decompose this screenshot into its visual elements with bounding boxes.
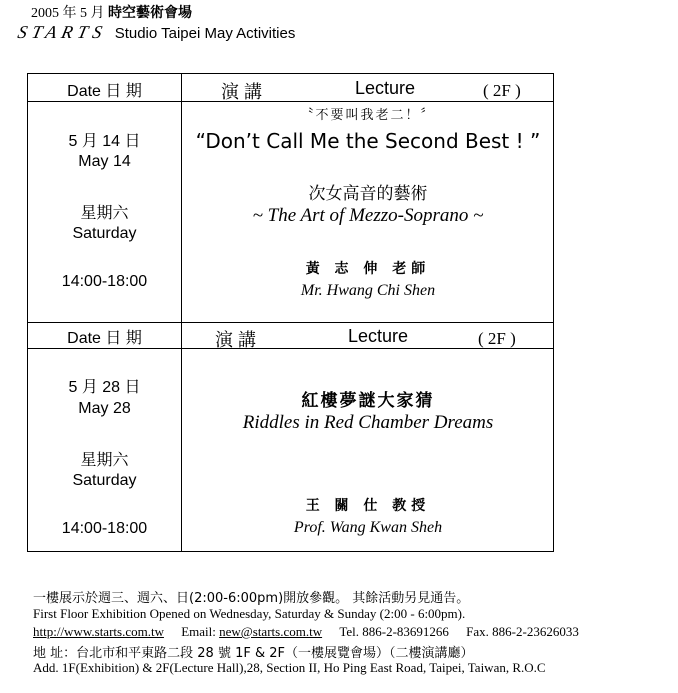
header-date: 2005 年 5 月 <box>31 6 105 21</box>
category-en: Lecture <box>355 78 416 98</box>
email-label: Email: <box>181 624 216 639</box>
schedule-table <box>27 73 554 552</box>
event-date-cn: 5 月 28 日 <box>68 379 141 396</box>
floor-label: ( 2F ) <box>478 329 516 348</box>
event-time: 14:00-18:00 <box>61 520 148 537</box>
event-date-en: May 14 <box>78 153 131 170</box>
row-divider <box>28 348 553 349</box>
starts-logo: STARTS <box>15 22 109 42</box>
address-en: Add. 1F(Exhibition) & 2F(Lecture Hall),28, Section II, Ho Ping East Road, Taipei, Taiwan, R.O.C <box>33 660 546 675</box>
venue-name: 時空藝術會場 <box>108 5 192 21</box>
category-en: Lecture <box>348 326 409 346</box>
event-title-cn: 紅樓夢謎大家猜 <box>301 391 435 411</box>
email-link[interactable]: new@starts.com.tw <box>219 624 323 639</box>
contact-row <box>33 624 579 640</box>
category-cn: 演 講 <box>221 82 263 102</box>
event-weekday-cn: 星期六 <box>80 452 129 469</box>
event-date-cn: 5 月 14 日 <box>68 133 141 150</box>
tel-number: Tel. 886-2-83691266 <box>339 624 449 639</box>
event-date-en: May 28 <box>78 400 131 417</box>
event-weekday-en: Saturday <box>72 225 137 242</box>
header-subtitle-row <box>15 22 296 43</box>
event-subtitle-en: ~ The Art of Mezzo-Soprano ~ <box>252 205 484 226</box>
event-weekday-cn: 星期六 <box>80 205 129 222</box>
event-title-en: “Don’t Call Me the Second Best ! ” <box>195 129 541 153</box>
speaker-en: Mr. Hwang Chi Shen <box>300 282 436 299</box>
row-divider <box>28 101 553 102</box>
floor-label: ( 2F ) <box>483 81 521 100</box>
event-time: 14:00-18:00 <box>61 273 148 290</box>
event-title-en: Riddles in Red Chamber Dreams <box>242 412 494 433</box>
exhibition-note-en: First Floor Exhibition Opened on Wednesday, Saturday & Sunday (2:00 - 6:00pm). <box>33 606 466 621</box>
speaker-cn: 黃 志 伸 老師 <box>305 261 431 277</box>
date-column-header: Date 日 期 <box>67 83 142 100</box>
address-cn: 地 址：台北市和平東路二段 28 號 1F & 2F（一樓展覽會場）（二樓演講廳） <box>33 646 474 661</box>
date-column-header: Date 日 期 <box>67 330 142 347</box>
fax-number: Fax. 886-2-23626033 <box>466 624 579 639</box>
header-title <box>31 2 192 22</box>
header-subtitle: Studio Taipei May Activities <box>114 25 296 42</box>
event-subtitle-cn: 次女高音的藝術 <box>308 184 428 204</box>
speaker-en: Prof. Wang Kwan Sheh <box>293 519 443 536</box>
exhibition-note-cn: 一樓展示於週三、週六、日(2:00-6:00pm)開放參觀。 其餘活動另見通告。 <box>33 591 470 606</box>
category-cn: 演 講 <box>215 330 257 350</box>
speaker-cn: 王 關 仕 教授 <box>305 498 431 514</box>
row-divider <box>28 322 553 323</box>
website-link[interactable]: http://www.starts.com.tw <box>33 624 164 639</box>
event-title-cn: 〝不要叫我老二！〞 <box>300 108 436 123</box>
event-weekday-en: Saturday <box>72 472 137 489</box>
